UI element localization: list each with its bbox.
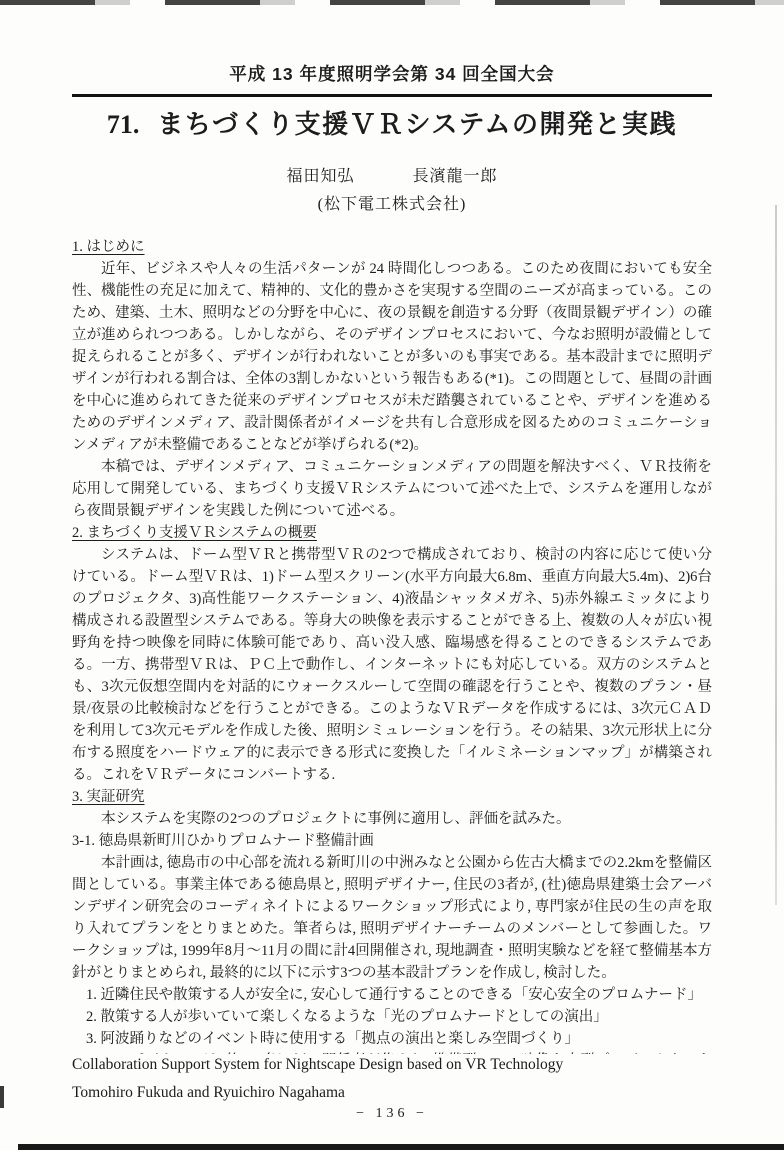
section-heading-1: 1. はじめに: [72, 239, 145, 255]
paper-title-text: まちづくり支援ＶＲシステムの開発と実践: [157, 110, 678, 139]
plan-list: [86, 984, 712, 1050]
footer-english-authors: Tomohiro Fukuda and Ryuichiro Nagahama: [72, 1084, 345, 1101]
scan-artifact-bottom-edge: [18, 1144, 784, 1150]
scan-artifact-top-edge: [0, 0, 784, 5]
conference-header: 平成 13 年度照明学会第 34 回全国大会: [229, 64, 555, 84]
author-name-1: 福田知弘: [286, 168, 355, 185]
author-name-2: 長濱龍一郎: [412, 168, 498, 185]
author-row: [0, 163, 784, 186]
section-heading-2: 2. まちづくり支援ＶＲシステムの概要: [72, 525, 317, 541]
paper-body: [72, 236, 712, 1054]
paragraph-s1-2: 本稿では、デザインメディア、コミュニケーションメディアの問題を解決すべく、ＶＲ技術を応用して開発している、まちづくり支援ＶＲシステムについて述べた上で、システムを運用しながら夜間景観デザインを実践した例について述べる。: [72, 459, 712, 519]
plan-item-2: 2. 散策する人が歩いていて楽しくなるような「光のプロムナードとしての演出」: [86, 1009, 608, 1025]
plan-item-1: 1. 近隣住民や散策する人が安全に, 安心して通行することのできる「安心安全のプロムナード」: [86, 987, 702, 1003]
plan-item-3: 3. 阿波踊りなどのイベント時に使用する「拠点の演出と楽しみ空間づくり」: [86, 1031, 579, 1047]
scan-artifact-left-mark: [0, 1086, 4, 1108]
page-number: − 136 −: [356, 1106, 428, 1121]
paragraph-s3-1: 本システムを実際の2つのプロジェクトに事例に適用し、評価を試みた。: [101, 811, 571, 827]
paragraph-s1-1: 近年、ビジネスや人々の生活パターンが 24 時間化しつつある。このため夜間においても安全性、機能性の充足に加えて、精神的、文化的豊かさを実現する空間のニーズが高まっている。このため、建築、土木、照明などの分野を中心に、夜の景観を創造する分野（夜間景観デザイン）の確立が進められつつある。しかしながら、そのデザインプロセスにおいて、今なお照明が設備として捉えられることが多く、デザインが行われないことが多いのも事実である。基本設計までに照明デザインが行われる割合は、全体の3割しかないという報告もある(*1)。この問題として、昼間の計画を中心に進められてきた従来のデザインプロセスが未だ踏襲されていることや、デザインを進めるためのデザインメディア、設計関係者がイメージを共有し合意形成を図るためのコミュニケーションメディアが未整備であることなどが挙げられる(*2)。: [72, 261, 712, 453]
paper-title: [0, 104, 784, 141]
paragraph-s3-1-1: 本計画は, 徳島市の中心部を流れる新町川の中洲みなと公園から佐古大橋までの2.2kmを整備区間としている。事業主体である徳島県と, 照明デザイナー, 住民の3者が, (社)徳島県建築士会アーバンデザイン研究会のコーディネイトによるワークショップ形式により, 専門家が住民の生の声を取り入れてプランをとりまとめた。筆者らは, 照明デザイナーチームのメンバーとして参画した。ワークショップは, 1999年8月～11月の間に計4回開催され, 現地調査・照明実験などを経て整備基本方針がとりまとめられ, 最終的に以下に示す3つの基本設計プランを作成し, 検討した。: [72, 855, 712, 981]
scan-artifact-right-line: [775, 205, 777, 905]
affiliation: (松下電工株式会社): [317, 196, 467, 213]
subsection-heading-3-1: 3-1. 徳島県新町川ひかりプロムナード整備計画: [72, 833, 374, 849]
header-rule: [72, 94, 712, 97]
footer-english-title: Collaboration Support System for Nightscape Design based on VR Technology: [72, 1056, 564, 1073]
section-heading-3: 3. 実証研究: [72, 789, 145, 805]
paragraph-s2-1: システムは、ドーム型ＶＲと携帯型ＶＲの2つで構成されており、検討の内容に応じて使い分けている。ドーム型ＶＲは、1)ドーム型スクリーン(水平方向最大6.8m、垂直方向最大5.4m)、2)6台のプロジェクタ、3)高性能ワークステーション、4)液晶シャッタメガネ、5)赤外線エミッタにより構成される設置型システムである。等身大の映像を表示することができる上、複数の人々が広い視野角を持つ映像を同時に体験可能であり、高い没入感、臨場感を得ることのできるシステムである。一方、携帯型ＶＲは、ＰＣ上で動作し、インターネットにも対応している。双方のシステムとも、3次元仮想空間内を対話的にウォークスルーして空間の確認を行うことや、複数のプラン・昼景/夜景の比較検討などを行うことができる。このようなＶＲデータを作成するには、3次元ＣＡＤを利用して3次元モデルを作成した後、照明シミュレーションを行う。その結果、3次元形状上に分布する照度をハードウェア的に表示できる形式に変換した「イルミネーションマップ」が構築される。これをＶＲデータにコンバートする.: [72, 547, 712, 783]
footer-block: [72, 1051, 563, 1107]
paper-number: 71.: [106, 110, 140, 139]
